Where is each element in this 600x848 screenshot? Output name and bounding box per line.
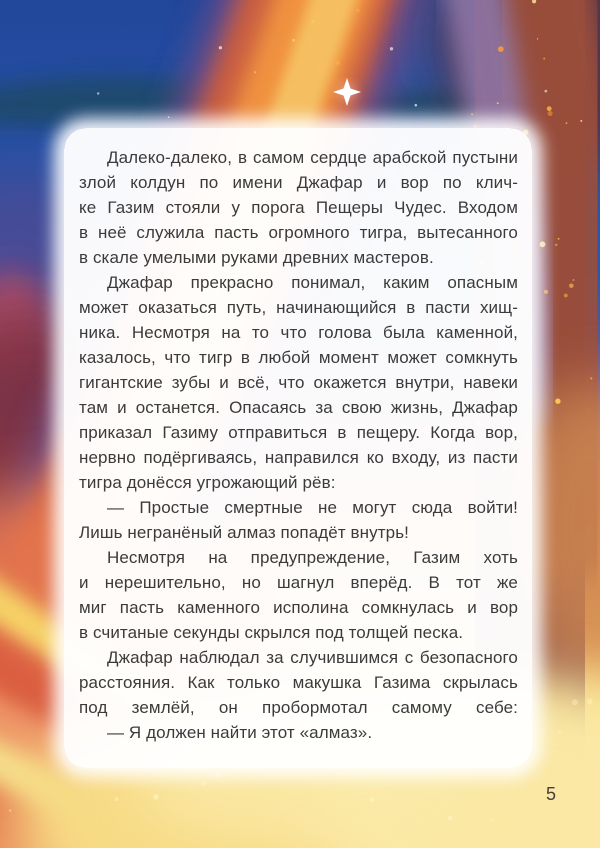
sparkle-dot [153,794,158,799]
sparkle-dot [580,120,582,122]
text-line: гигантские зубы и всё, что окажется внутри, навеки [79,373,518,392]
text-line: в неё служила пасть огромного тигра, вытесанного [79,223,518,242]
sparkle-dot [564,294,568,298]
sparkle-dot [566,122,568,124]
sparkle-dot [572,279,574,281]
text-line: Лишь негранёный алмаз попадёт внутрь! [79,523,409,542]
text-line: и нерешительно, но шагнул вперёд. В тот же [79,573,518,592]
sparkle-dot [9,809,12,812]
sparkle-dot [587,699,593,705]
text-line: Джафар наблюдал за случившимся с безопасного [107,648,518,667]
sparkle-dot [369,797,374,802]
text-line: миг пасть каменного исполина сомкнулась и вор [79,598,518,617]
sparkle-dot [216,772,222,778]
text-line: может оказаться путь, начинающийся в пасти хищ- [79,298,518,317]
page-number: 5 [545,784,556,804]
sparkle-dot [254,71,256,73]
text-line: казалось, что тигр в любой момент может сомкнуть [79,348,518,367]
sparkle-dot [292,39,295,42]
text-line: приказал Газиму отправиться в пещеру. Когда вор, [79,423,518,442]
text-line: тигра донёсся угрожающий рёв: [79,473,336,492]
sparkle-dot [558,238,560,240]
text-line: там и останется. Опасаясь за свою жизнь, Джафар [79,398,518,417]
sparkle-dot [555,244,557,246]
sparkle-dot [97,92,99,94]
sparkle-dot [448,815,453,820]
sparkle-dot [336,61,340,65]
sparkle-dot [311,20,314,23]
sparkle-dot [497,102,499,104]
text-line: под землёй, он пробормотал самому себе: [79,698,518,717]
text-panel [64,128,532,768]
sparkle-dot [498,46,504,52]
sparkle-dot [319,69,321,71]
text-line: расстояния. Как только макушка Газима скрылась [79,673,518,692]
text-line: ника. Несмотря на то что голова была каменной, [79,323,518,342]
sparkle-dot [555,399,560,404]
sparkle-dot [219,46,222,49]
text-line: — Простые смертные не могут сюда войти! [107,498,518,517]
text-line: нервно подёргиваясь, направился ко входу, из пасти [79,448,518,467]
sparkle-dot [548,111,553,116]
sparkle-dot [590,377,592,379]
sparkle-dot [168,116,170,118]
sparkle-dot [390,47,393,50]
text-line: Джафар прекрасно понимал, каким опасным [107,273,518,292]
sparkle-dot [356,9,360,13]
sparkle-dot [201,781,206,786]
text-line: злой колдун по имени Джафар и вор по клич- [79,173,518,192]
sparkle-dot [540,241,546,247]
text-line: в считаные секунды скрылся под толщей песка. [79,623,464,642]
sparkle-dot [415,104,417,106]
sparkle-dot [569,283,573,287]
sparkle-dot [537,38,538,39]
sparkle-dot [572,699,578,705]
sparkle-dot [558,730,562,734]
story-text [79,145,518,745]
sparkle-dot [491,819,493,821]
sparkle-dot [547,106,552,111]
sparkle-dot [543,58,545,60]
text-line: в скале умелыми руками древних мастеров. [79,248,434,267]
text-line: Несмотря на предупреждение, Газим хоть [107,548,518,567]
sparkle-dot [115,797,118,800]
sparkle-dot [544,90,547,93]
text-line: — Я должен найти этот «алмаз». [107,723,373,742]
text-line: Далеко-далеко, в самом сердце арабской пустыни [107,148,518,167]
sparkle-dot [471,113,473,115]
text-line: ке Газим стояли у порога Пещеры Чудес. Входом [79,198,518,217]
sparkle-dot [544,290,548,294]
